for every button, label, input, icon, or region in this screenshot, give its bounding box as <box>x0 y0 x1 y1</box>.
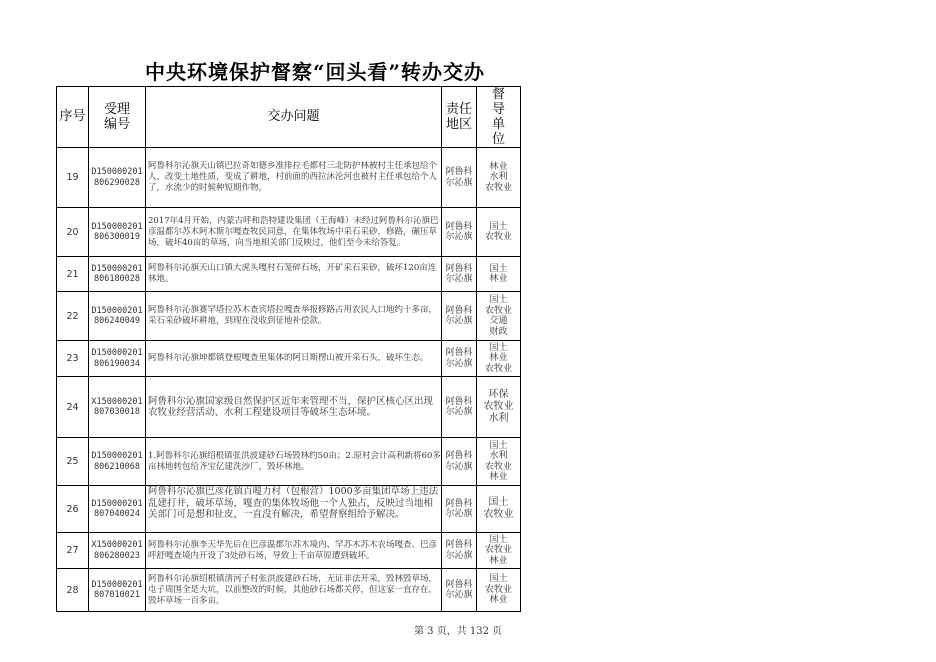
row-accept-no: D150000201807040024 <box>89 486 146 533</box>
row-accept-no: D150000201806240049 <box>89 292 146 341</box>
row-region: 阿鲁科尔沁旗 <box>442 292 477 341</box>
table-row <box>57 377 521 438</box>
header-region: 责任地区 <box>442 87 477 148</box>
row-units: 国土 农牧业 交通 财政 <box>477 292 521 341</box>
row-region: 阿鲁科尔沁旗 <box>442 438 477 486</box>
table-row <box>57 341 521 377</box>
row-seq: 20 <box>57 208 89 257</box>
table-row <box>57 148 521 208</box>
row-units: 国土 水利 农牧业 林业 <box>477 438 521 486</box>
row-region: 阿鲁科尔沁旗 <box>442 148 477 208</box>
row-units: 国土 农牧业 <box>477 208 521 257</box>
row-region: 阿鲁科尔沁旗 <box>442 341 477 377</box>
row-region: 阿鲁科尔沁旗 <box>442 486 477 533</box>
row-seq: 21 <box>57 257 89 292</box>
header-accept-no: 受理编号 <box>89 87 146 148</box>
row-accept-no: D150000201807010021 <box>89 569 146 612</box>
table-row <box>57 257 521 292</box>
row-issue <box>146 486 442 533</box>
table-row <box>57 569 521 612</box>
row-units: 环保 农牧业 水利 <box>477 377 521 438</box>
row-seq: 26 <box>57 486 89 533</box>
row-accept-no: D150000201806290028 <box>89 148 146 208</box>
page-number: 第 3 页，共 132 页 <box>414 626 503 637</box>
row-units: 国土 林业 农牧业 <box>477 341 521 377</box>
row-seq: 22 <box>57 292 89 341</box>
row-region: 阿鲁科尔沁旗 <box>442 377 477 438</box>
row-issue-text: 阿鲁科尔沁旗天山镇巴拉奇如德乡准排拉毛都村三北防护林被村主任承包给个人，改变土地性质，变成了耕地，村前面的西拉沐沦河也被村主任承包给个人了，水流少的时候种短期作物。 <box>148 161 438 193</box>
row-region: 阿鲁科尔沁旗 <box>442 257 477 292</box>
table-row <box>57 486 521 533</box>
row-issue-text: 1.阿鲁科尔沁旗绍根镇张洪波建砂石场毁林约50亩；2.原村会计高利新将60多亩林地转包给齐宝亿建洗沙厂，毁坏林地。 <box>148 450 441 472</box>
row-seq: 19 <box>57 148 89 208</box>
table-row <box>57 292 521 341</box>
row-accept-no: D150000201806300019 <box>89 208 146 257</box>
header-issue: 交办问题 <box>146 87 442 148</box>
row-issue-text: 阿鲁科尔沁旗国家级自然保护区近年来管理不当，保护区核心区出现农牧业经营活动、水利工程建设项目等破坏生态环境。 <box>148 395 434 418</box>
row-issue-text: 阿鲁科尔沁旗天山口镇大虎头嘎村石笼碎石场，开矿采石采砂，破坏120亩连林地。 <box>148 263 437 284</box>
row-issue-text: 2017年4月开始，内蒙古呼和浩特建设集团（王海峰）未经过阿鲁科尔沁旗巴彦温都尔苏木阿木斯尔嘎查牧民同意，在集体牧场中采石采砂，修路，碾压草场，破坏40亩的草场，向当地相关部门反映过，他们至今未给答复。 <box>148 215 439 248</box>
row-issue <box>146 292 442 341</box>
header-supervisor: 督导单位 <box>477 87 521 148</box>
header-row <box>57 87 521 148</box>
row-issue-text: 阿鲁科尔沁旗李天华先后在巴彦温都尔苏木境内、罕苏木苏木农场嘎查、巴彦呼舒嘎查境内开设了3处砂石场，导致上千亩草原遭到破坏。 <box>148 539 438 561</box>
row-issue <box>146 569 442 612</box>
row-issue <box>146 341 442 377</box>
row-accept-no: D150000201806210068 <box>89 438 146 486</box>
row-units: 国土 农牧业 林业 <box>477 569 521 612</box>
row-seq: 28 <box>57 569 89 612</box>
row-issue <box>146 148 442 208</box>
row-units: 国土 农牧业 <box>477 486 521 533</box>
row-region: 阿鲁科尔沁旗 <box>442 533 477 569</box>
page-title: 中央环境保护督察“回头看”转办交办 <box>145 60 486 84</box>
row-region: 阿鲁科尔沁旗 <box>442 569 477 612</box>
complaint-table <box>56 86 521 612</box>
row-accept-no: X150000201806280023 <box>89 533 146 569</box>
row-issue <box>146 257 442 292</box>
row-accept-no: X150000201807030018 <box>89 377 146 438</box>
row-issue <box>146 208 442 257</box>
row-issue-text: 阿鲁科尔沁旗坤都镇登根嘎查里集体的阿日斯楞山被开采石头，破坏生态。 <box>148 353 429 363</box>
row-accept-no: D150000201806180028 <box>89 257 146 292</box>
row-region: 阿鲁科尔沁旗 <box>442 208 477 257</box>
row-units: 国土 林业 <box>477 257 521 292</box>
row-seq: 24 <box>57 377 89 438</box>
row-issue-text: 阿鲁科尔沁旗绍根镇清河子村张洪波建砂石场，无证非法开采，毁林毁草场，屯子周围全是大坑，以前整改的时候，其他砂石场都关停，但这家一直存在，毁坏草场一百多亩。 <box>148 573 438 606</box>
row-issue <box>146 533 442 569</box>
row-issue <box>146 438 442 486</box>
row-seq: 25 <box>57 438 89 486</box>
table-row <box>57 533 521 569</box>
table-row <box>57 208 521 257</box>
row-units: 林业 水利 农牧业 <box>477 148 521 208</box>
row-issue-text: 阿鲁科尔沁旗赛罕塔拉苏木查宾塔拉嘎查举报修路占用农民人口地约十多亩，采石采砂破坏耕地，到现在没收到征地补偿款。 <box>148 305 438 326</box>
row-seq: 23 <box>57 341 89 377</box>
row-accept-no: D150000201806190034 <box>89 341 146 377</box>
row-seq: 27 <box>57 533 89 569</box>
table-row <box>57 438 521 486</box>
row-issue-text: 阿鲁科尔沁旗巴彦花镇百嘎力村（包根营）1000多亩集团草场上违法乱建打井，破坏草场，嘎查的集体牧场他一个人独占，反映过当地相关部门可是想和扯皮，一直没有解决，希望督察组给予解决。 <box>148 486 439 520</box>
row-units: 国土 农牧业 林业 <box>477 533 521 569</box>
header-seq: 序号 <box>57 87 89 148</box>
row-issue <box>146 377 442 438</box>
